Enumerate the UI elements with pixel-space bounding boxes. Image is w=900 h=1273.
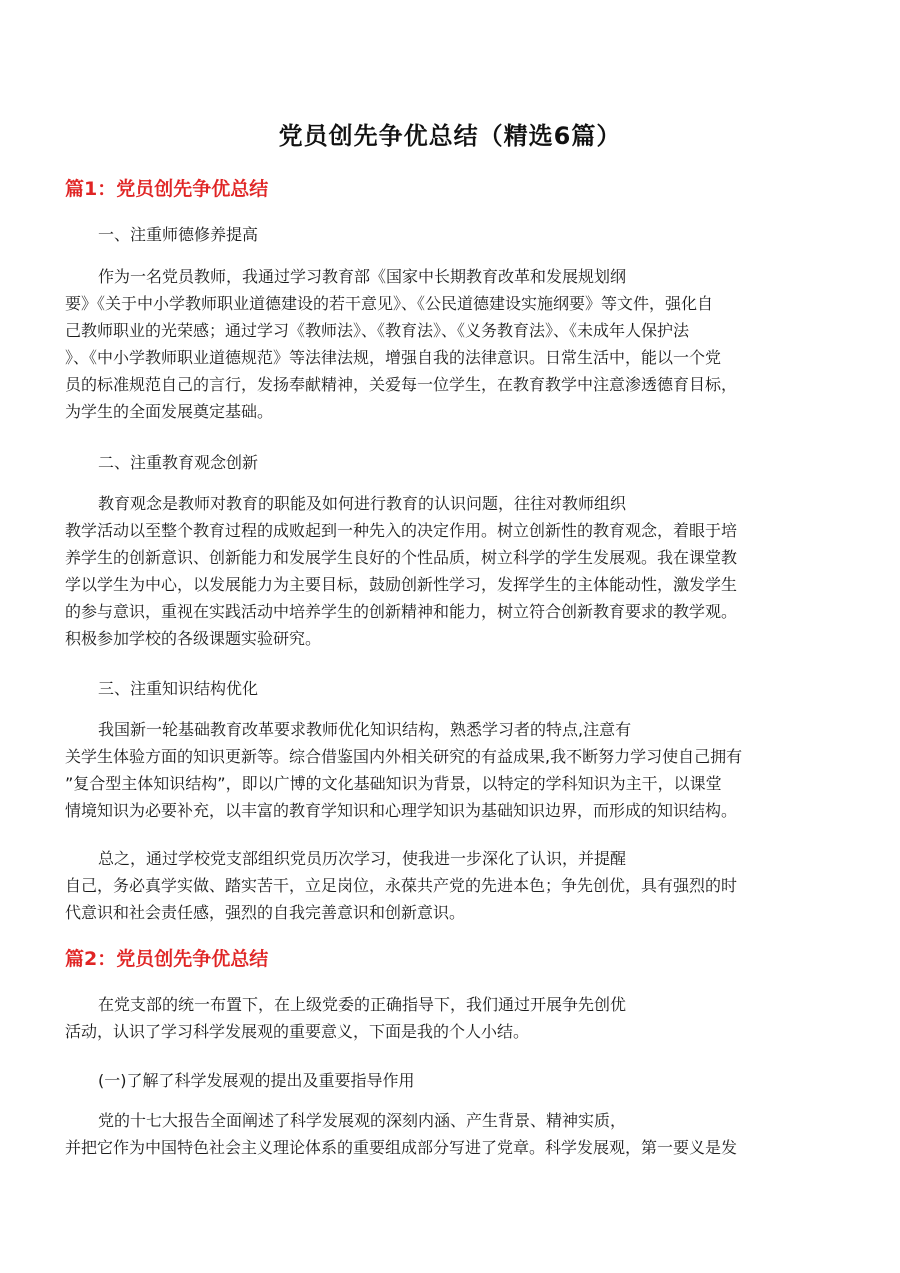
subheading-1-2: 二、注重教育观念创新	[98, 453, 259, 472]
paragraph-line: 教育观念是教师对教育的职能及如何进行教育的认识问题，往往对教师组织	[98, 494, 627, 513]
subheading-2-1: (一)了解了科学发展观的提出及重要指导作用	[98, 1071, 415, 1090]
document-title: 党员创先争优总结（精选6篇）	[278, 122, 622, 150]
paragraph-2-2	[65, 1107, 841, 1161]
paragraph-line: 在党支部的统一布置下，在上级党委的正确指导下，我们通过开展争先创优	[98, 995, 627, 1014]
paragraph-line: 党的十七大报告全面阐述了科学发展观的深刻内涵、产生背景、精神实质，	[98, 1111, 627, 1130]
paragraph-line: 员的标准规范自己的言行，发扬奉献精神，关爱每一位学生，在教育教学中注意渗透德育目标，	[65, 375, 738, 394]
paragraph-line: 总之，通过学校党支部组织党员历次学习，使我进一步深化了认识，并提醒	[98, 849, 627, 868]
paragraph-line: 》、《中小学教师职业道德规范》等法律法规，增强自我的法律意识。日常生活中，能以一个党	[65, 348, 722, 367]
paragraph-line: 的参与意识，重视在实践活动中培养学生的创新精神和能力，树立符合创新教育要求的教学观。	[65, 602, 738, 621]
paragraph-line: 我国新一轮基础教育改革要求教师优化知识结构，熟悉学习者的特点,注意有	[98, 720, 632, 739]
paragraph-line: 教学活动以至整个教育过程的成败起到一种先入的决定作用。树立创新性的教育观念，着眼于培	[65, 521, 738, 540]
paragraph-line: 作为一名党员教师，我通过学习教育部《国家中长期教育改革和发展规划纲	[98, 267, 627, 286]
paragraph-line: 要》《关于中小学教师职业道德建设的若干意见》、《公民道德建设实施纲要》等文件，强化自	[65, 294, 714, 313]
paragraph-2-1	[65, 991, 841, 1045]
paragraph-line: 学以学生为中心，以发展能力为主要目标，鼓励创新性学习，发挥学生的主体能动性，激发学生	[65, 575, 738, 594]
paragraph-1-2	[65, 490, 841, 652]
subheading-1-1: 一、注重师德修养提高	[98, 225, 259, 244]
paragraph-line: 自己，务必真学实做、踏实苦干，立足岗位，永葆共产党的先进本色；争先创优，具有强烈的时	[65, 876, 738, 895]
paragraph-line: 并把它作为中国特色社会主义理论体系的重要组成部分写进了党章。科学发展观，第一要义是发	[65, 1138, 738, 1157]
paragraph-line: 代意识和社会责任感，强烈的自我完善意识和创新意识。	[65, 903, 466, 922]
paragraph-line: 为学生的全面发展奠定基础。	[65, 402, 274, 421]
paragraph-1-4	[65, 845, 841, 926]
paragraph-1-1	[65, 263, 841, 425]
paragraph-line: 养学生的创新意识、创新能力和发展学生良好的个性品质，树立科学的学生发展观。我在课堂教	[65, 548, 738, 567]
paragraph-1-3	[65, 716, 841, 824]
paragraph-line: 关学生体验方面的知识更新等。综合借鉴国内外相关研究的有益成果,我不断努力学习使自己拥有	[65, 747, 743, 766]
paragraph-line: 情境知识为必要补充，以丰富的教育学知识和心理学知识为基础知识边界，而形成的知识结构。	[65, 801, 738, 820]
paragraph-line: 己教师职业的光荣感；通过学习《教师法》、《教育法》、《义务教育法》、《未成年人保护法	[65, 321, 690, 340]
paragraph-line: 活动，认识了学习科学发展观的重要意义，下面是我的个人小结。	[65, 1022, 530, 1041]
paragraph-line: ”复合型主体知识结构”，即以广博的文化基础知识为背景，以特定的学科知识为主干，以课堂	[65, 774, 722, 793]
subheading-1-3: 三、注重知识结构优化	[98, 679, 259, 698]
paragraph-line: 积极参加学校的各级课题实验研究。	[65, 629, 322, 648]
section-heading-2: 篇2：党员创先争优总结	[65, 948, 269, 970]
section-heading-1: 篇1：党员创先争优总结	[65, 178, 269, 200]
